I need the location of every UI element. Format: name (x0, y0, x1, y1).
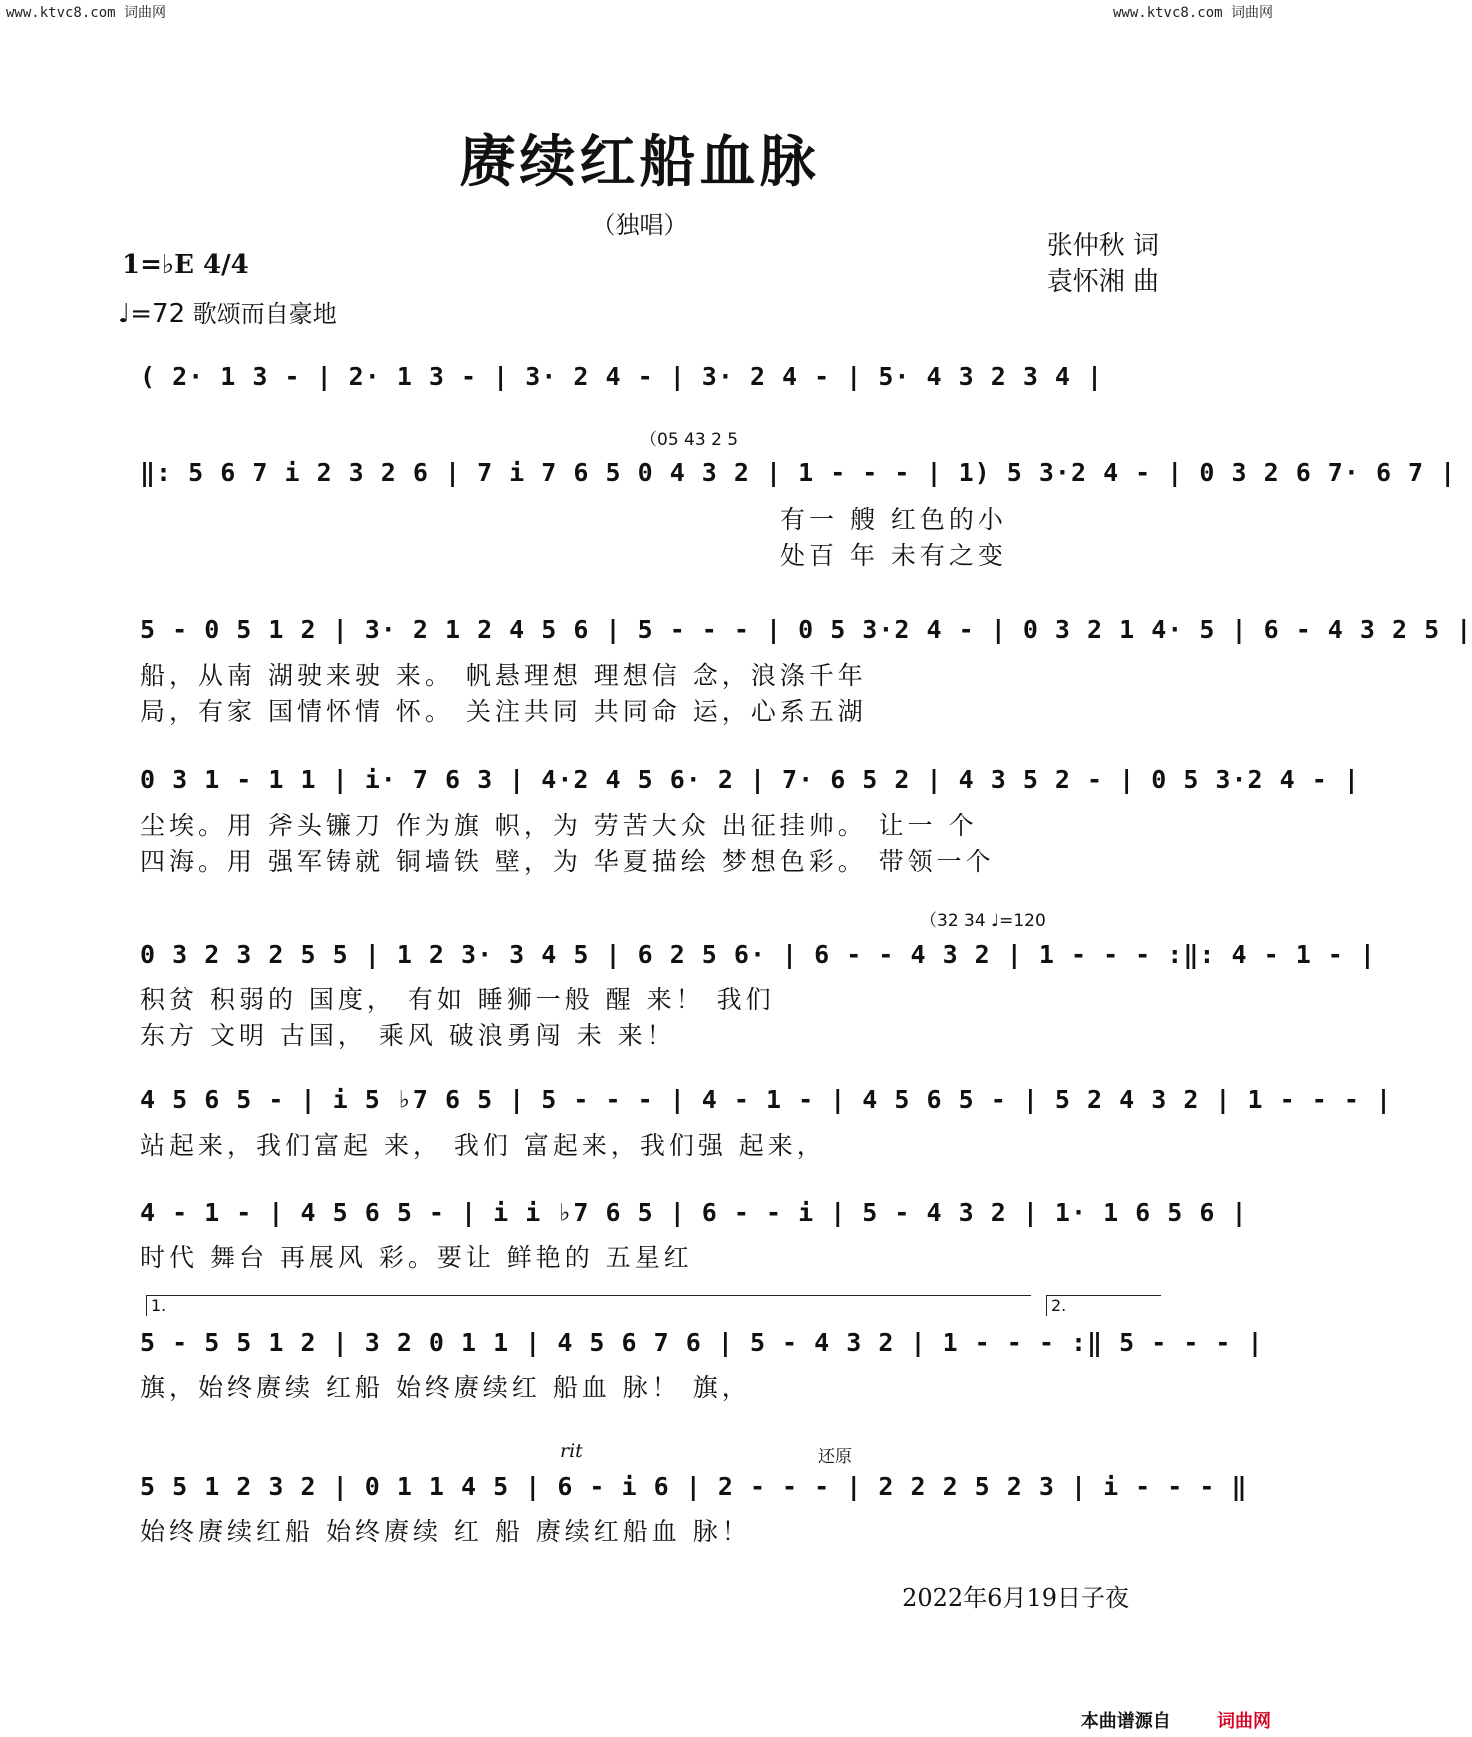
score-line-6-notes: 4 5 6 5 - | i 5 ♭7 6 5 | 5 - - - | 4 - 1 - | 4 5 6 5 - | 5 2 4 3 2 | 1 - - - | (140, 1085, 1392, 1114)
volta-2: 2. (1046, 1295, 1161, 1316)
score-line-5-lyrics-1: 积贫 积弱的 国度， 有如 睡狮一般 醒 来！ 我们 (140, 985, 775, 1014)
small-note-annotation: （05 43 2 5 (640, 430, 739, 450)
score-line-5-notes: 0 3 2 3 2 5 5 | 1 2 3· 3 4 5 | 6 2 5 6· | 6 - - 4 3 2 | 1 - - - :‖: 4 - 1 - | (140, 940, 1376, 969)
tempo-change-annotation: （32 34 ♩=120 (920, 911, 1046, 931)
score-line-3-lyrics-1: 船，从南 湖驶来驶 来。 帆悬理想 理想信 念，浪涤千年 (140, 661, 867, 690)
score-line-4-notes: 0 3 1 - 1 1 | i· 7 6 3 | 4·2 4 5 6· 2 | 7· 6 5 2 | 4 3 5 2 - | 0 5 3·2 4 - | (140, 765, 1360, 794)
volta-1: 1. (146, 1295, 1031, 1316)
score-line-1-notes: ( 2· 1 3 - | 2· 1 3 - | 3· 2 4 - | 3· 2 4 - | 5· 4 3 2 3 4 | (140, 362, 1104, 391)
score-line-5-lyrics-2: 东方 文明 古国， 乘风 破浪勇闯 未 来！ (140, 1021, 676, 1050)
watermark-right: www.ktvc8.com 词曲网 (1112, 5, 1273, 21)
watermark-left: www.ktvc8.com 词曲网 (6, 5, 167, 21)
huanyuan-marking: 还原 (818, 1447, 852, 1467)
composition-date: 2022年6月19日子夜 (902, 1584, 1129, 1612)
credits (1047, 228, 1159, 300)
composer: 袁怀湘 曲 (1046, 267, 1159, 297)
key: 1=♭E (122, 250, 194, 280)
score-line-9-lyrics-1: 始终赓续红船 始终赓续 红 船 赓续红船血 脉！ (140, 1517, 751, 1546)
score-line-3-lyrics-2: 局，有家 国情怀情 怀。 关注共同 共同命 运，心系五湖 (140, 697, 867, 726)
expression: 歌颂而自豪地 (192, 300, 337, 328)
score-line-2-notes: ‖: 5 6 7 i 2 3 2 6 | 7 i 7 6 5 0 4 3 2 | 1 - - - | 1) 5 3·2 4 - | 0 3 2 6 7· 6 7 | (140, 458, 1457, 487)
song-title: 赓续红船血脉 (459, 129, 820, 195)
time-signature: 4/4 (203, 250, 249, 280)
score-line-2-lyrics-2: 处百 年 未有之变 (780, 541, 1007, 570)
rit-marking: rit (560, 1440, 583, 1462)
score-line-3-notes: 5 - 0 5 1 2 | 3· 2 1 2 4 5 6 | 5 - - - | 0 5 3·2 4 - | 0 3 2 1 4· 5 | 6 - 4 3 2 5 | (140, 615, 1472, 644)
footer-source: 本曲谱源自 (1080, 1711, 1171, 1732)
score-line-6-lyrics-1: 站起来，我们富起 来， 我们 富起来，我们强 起来， (140, 1131, 826, 1160)
tempo-marking (118, 294, 337, 329)
key-signature (122, 250, 249, 280)
tempo: ♩=72 (118, 299, 186, 329)
lyricist: 张仲秋 词 (1046, 231, 1159, 261)
score-line-8-notes: 5 - 5 5 1 2 | 3 2 0 1 1 | 4 5 6 7 6 | 5 - 4 3 2 | 1 - - - :‖ 5 - - - | (140, 1328, 1264, 1357)
score-line-9-notes: 5 5 1 2 3 2 | 0 1 1 4 5 | 6 - i 6 | 2 - - - | 2 2 2 5 2 3 | i - - - ‖ (140, 1472, 1248, 1501)
score-line-4-lyrics-2: 四海。用 强军铸就 铜墙铁 壁，为 华夏描绘 梦想色彩。 带领一个 (140, 847, 995, 876)
score-line-2-lyrics-1: 有一 艘 红色的小 (780, 505, 1007, 534)
song-subtitle: （独唱） (591, 211, 688, 239)
score-line-8-lyrics-1: 旗，始终赓续 红船 始终赓续红 船血 脉！ 旗， (140, 1373, 751, 1402)
footer-brand[interactable]: 词曲网 (1217, 1711, 1271, 1732)
score-line-7-notes: 4 - 1 - | 4 5 6 5 - | i i ♭7 6 5 | 6 - - i | 5 - 4 3 2 | 1· 1 6 5 6 | (140, 1198, 1248, 1227)
score-line-4-lyrics-1: 尘埃。用 斧头镰刀 作为旗 帜，为 劳苦大众 出征挂帅。 让一 个 (140, 811, 978, 840)
footer (1081, 1707, 1271, 1733)
score-line-7-lyrics-1: 时代 舞台 再展风 彩。要让 鲜艳的 五星红 (140, 1243, 693, 1272)
